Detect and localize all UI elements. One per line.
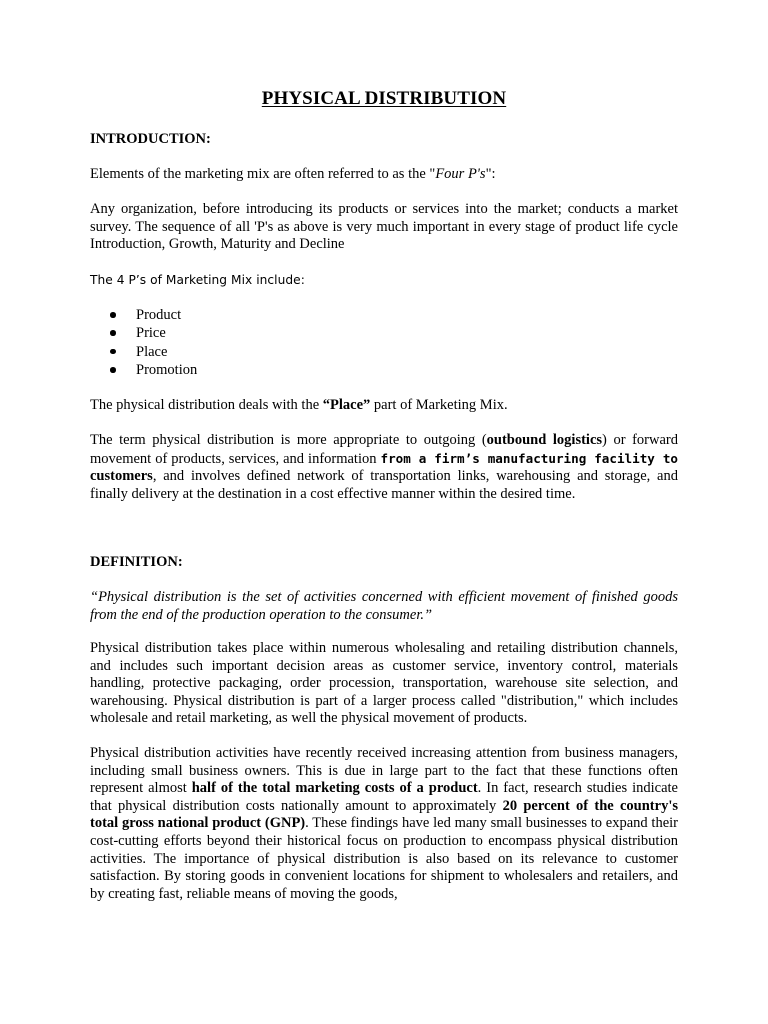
bullet-icon	[110, 367, 116, 373]
activities-text-2: . In fact, research studies indicate that physical distribution costs nationally amount to approximately	[90, 780, 678, 814]
channels-paragraph: Physical distribution takes place within numerous wholesaling and retailing distribution channels, and includes such important decision areas as customer service, inventory control, materials handling, protective packaging, order procession, transportation, warehouse site selection, and warehousing. Physical distribution is part of a larger process called "distribution," which includes wholesale and retail marketing, as well the physical movement of products.	[90, 640, 678, 727]
facility-phrase: from a firm’s manufacturing facility to	[380, 450, 678, 466]
list-item-label: Price	[136, 325, 166, 342]
definition-heading: DEFINITION:	[90, 554, 183, 570]
customers-term: customers	[90, 468, 153, 485]
list-item	[108, 306, 408, 324]
place-sentence-end: part of Marketing Mix.	[370, 397, 508, 413]
marketing-costs-phrase: half of the total marketing costs of a product	[191, 780, 478, 797]
list-item	[108, 361, 408, 379]
term-text-1: The term physical distribution is more appropriate to outgoing (	[90, 432, 487, 448]
list-item-label: Place	[136, 343, 168, 360]
outbound-logistics-term: outbound logistics	[486, 432, 603, 448]
term-text-3: , and involves defined network of transportation links, warehousing and storage, and finally delivery at the destination in a cost effective manner within the desired time.	[90, 468, 678, 502]
term-paragraph	[90, 432, 678, 503]
list-item-label: Product	[136, 307, 182, 323]
organization-paragraph: Any organization, before introducing its products or services into the market; conducts a market survey. The sequence of all 'P's as above is very much important in every stage of product life cycle Introduction, Growth, Maturity and Decline	[90, 201, 678, 253]
bullet-icon	[110, 330, 116, 336]
place-sentence-start: The physical distribution deals with the	[90, 397, 323, 413]
activities-text-1: Physical distribution activities have recently received increasing attention from business managers, including small business owners. This is due in large part to the fact that these functions often represent almost	[90, 745, 678, 797]
place-term: “Place”	[322, 397, 371, 413]
introduction-heading: INTRODUCTION:	[90, 131, 211, 147]
definition-quote: “Physical distribution is the set of activities concerned with efficient movement of finished goods from the end of the production operation to the consumer.”	[90, 589, 678, 623]
marketing-mix-intro: The 4 P’s of Marketing Mix include:	[90, 273, 305, 287]
intro-sentence	[90, 166, 678, 184]
activities-paragraph	[90, 745, 678, 903]
bullet-icon	[110, 312, 116, 318]
four-ps-term: Four P's	[435, 166, 486, 182]
term-text-2: ) or forward movement of products, services, and information	[90, 432, 678, 467]
page-title: PHYSICAL DISTRIBUTION	[261, 88, 507, 109]
place-sentence	[90, 397, 678, 415]
intro-sentence-start: Elements of the marketing mix are often referred to as the "	[90, 166, 436, 182]
list-item-label: Promotion	[136, 362, 198, 379]
intro-sentence-end: ":	[485, 166, 496, 182]
activities-text-3: . These findings have led many small businesses to expand their cost-cutting efforts beyond their historical focus on production to encompass physical distribution activities. The importance of physical distribution is also based on its relevance to customer satisfaction. By storing goods in convenient locations for shipment to wholesalers and retailers, and by creating fast, reliable means of moving the goods,	[90, 815, 679, 902]
gnp-phrase: 20 percent of the country's total gross national product (GNP)	[90, 797, 678, 832]
list-item	[108, 343, 408, 361]
marketing-mix-list	[108, 306, 408, 380]
list-item	[108, 324, 408, 342]
bullet-icon	[110, 349, 116, 355]
